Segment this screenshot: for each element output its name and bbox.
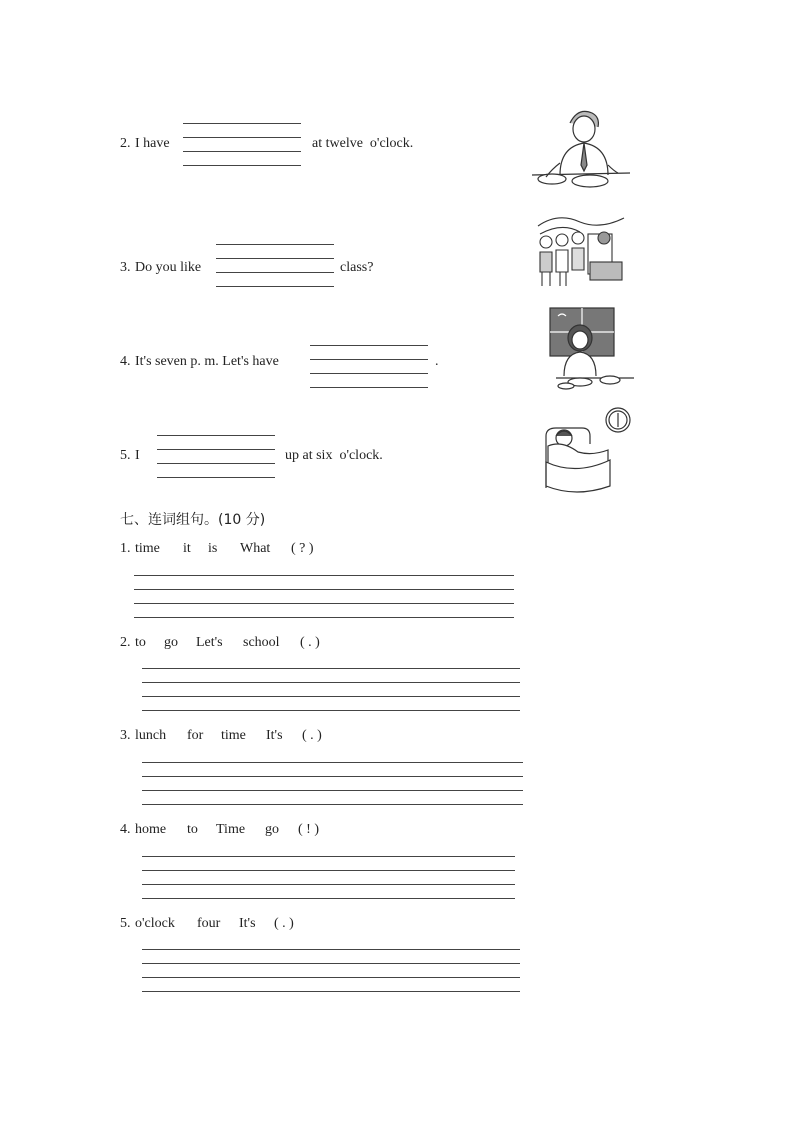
answer-writing-lines[interactable]	[183, 123, 301, 167]
word-card: It's	[266, 728, 283, 743]
question-number: 3.	[120, 728, 131, 743]
answer-writing-lines[interactable]	[142, 856, 515, 900]
question-number: 5.	[120, 448, 131, 463]
punctuation-hint: ( . )	[300, 635, 320, 650]
answer-writing-lines[interactable]	[157, 435, 275, 479]
answer-writing-lines[interactable]	[142, 668, 520, 712]
word-card: is	[208, 541, 218, 556]
question-text-before: I have	[135, 136, 170, 151]
question-text-before: I	[135, 448, 140, 463]
word-card: lunch	[135, 728, 167, 743]
punctuation-hint: ( . )	[274, 916, 294, 931]
word-card: it	[183, 541, 191, 556]
word-card: to	[135, 635, 146, 650]
word-card: for	[187, 728, 204, 743]
question-number: 2.	[120, 136, 131, 151]
word-card: school	[243, 635, 280, 650]
word-card: time	[135, 541, 160, 556]
question-text-before: Do you like	[135, 260, 202, 275]
girl-eating-dinner-illustration	[546, 306, 636, 396]
punctuation-hint: ( . )	[302, 728, 322, 743]
question-number: 4.	[120, 822, 131, 837]
punctuation-hint: ( ! )	[298, 822, 319, 837]
word-card: Time	[216, 822, 246, 837]
music-class-illustration	[534, 212, 626, 292]
word-card: Let's	[196, 635, 223, 650]
answer-writing-lines[interactable]	[134, 575, 514, 619]
answer-writing-lines[interactable]	[142, 762, 523, 806]
word-card: time	[221, 728, 246, 743]
word-card: go	[164, 635, 178, 650]
word-card: go	[265, 822, 279, 837]
question-text-before: It's seven p. m. Let's have	[135, 354, 279, 369]
question-text-after: up at six o'clock.	[285, 448, 383, 463]
word-card: four	[197, 916, 221, 931]
question-number: 3.	[120, 260, 131, 275]
question-number: 2.	[120, 635, 131, 650]
word-card: o'clock	[135, 916, 175, 931]
question-number: 4.	[120, 354, 131, 369]
word-card: home	[135, 822, 167, 837]
girl-waking-up-clock-illustration	[542, 406, 636, 498]
punctuation-hint: ( ? )	[291, 541, 314, 556]
question-number: 1.	[120, 541, 131, 556]
section-heading: 七、连词组句。(10 分)	[120, 512, 266, 528]
answer-writing-lines[interactable]	[216, 244, 334, 288]
question-text-after: .	[435, 354, 439, 369]
question-text-after: at twelve o'clock.	[312, 136, 414, 151]
question-text-after: class?	[340, 260, 374, 275]
man-eating-lunch-illustration	[530, 103, 632, 189]
question-number: 5.	[120, 916, 131, 931]
word-card: What	[240, 541, 271, 556]
word-card: It's	[239, 916, 256, 931]
word-card: to	[187, 822, 198, 837]
answer-writing-lines[interactable]	[310, 345, 428, 389]
answer-writing-lines[interactable]	[142, 949, 520, 993]
